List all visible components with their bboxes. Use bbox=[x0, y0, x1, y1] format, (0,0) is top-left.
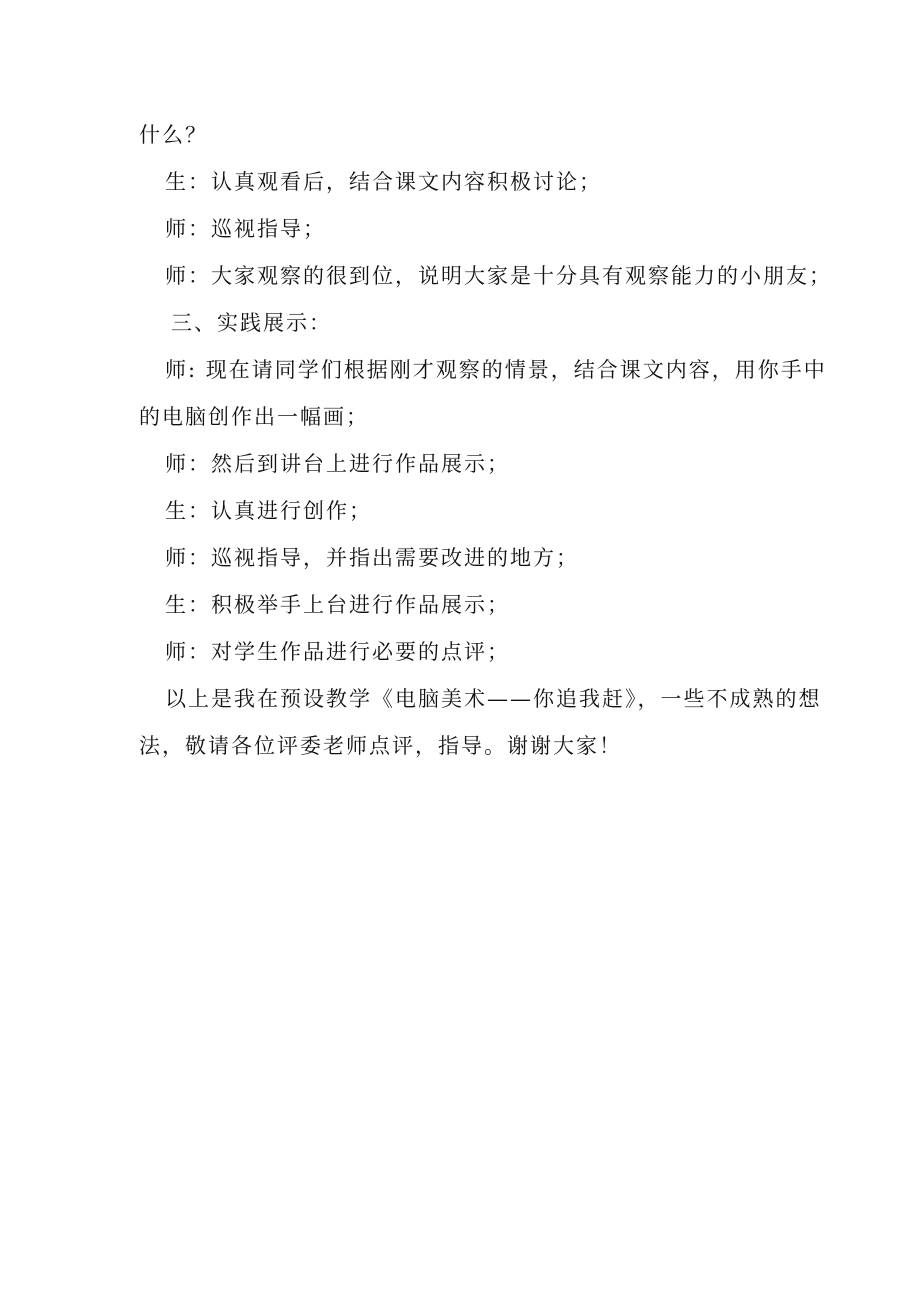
paragraph-student-discuss: 生：认真观看后，结合课文内容积极讨论； bbox=[165, 170, 602, 194]
paragraph-teacher-guide: 师：巡视指导； bbox=[165, 217, 326, 241]
paragraph-student-create: 生：认真进行创作； bbox=[165, 499, 372, 523]
paragraph-teacher-improve: 师：巡视指导，并指出需要改进的地方； bbox=[165, 546, 579, 570]
paragraph-teacher-praise: 师：大家观察的很到位，说明大家是十分具有观察能力的小朋友； bbox=[165, 264, 832, 288]
paragraph-teacher-present: 师：然后到讲台上进行作品展示； bbox=[165, 452, 510, 476]
section-heading-practice: 三、实践展示： bbox=[171, 311, 332, 335]
paragraph-closing-line-2: 法，敬请各位评委老师点评，指导。谢谢大家！ bbox=[139, 734, 622, 758]
paragraph-student-show: 生：积极举手上台进行作品展示； bbox=[165, 593, 510, 617]
paragraph-closing-line-1: 以上是我在预设教学《电脑美术——你追我赶》，一些不成熟的想 bbox=[165, 687, 822, 711]
paragraph-teacher-instruction-cont: 的电脑创作出一幅画； bbox=[139, 405, 369, 429]
paragraph-question-end: 什么？ bbox=[139, 123, 208, 147]
document-body bbox=[139, 112, 832, 770]
paragraph-teacher-instruction: 师: 现在请同学们根据刚才观察的情景，结合课文内容，用你手中 bbox=[165, 358, 827, 382]
paragraph-teacher-review: 师：对学生作品进行必要的点评； bbox=[165, 640, 510, 664]
